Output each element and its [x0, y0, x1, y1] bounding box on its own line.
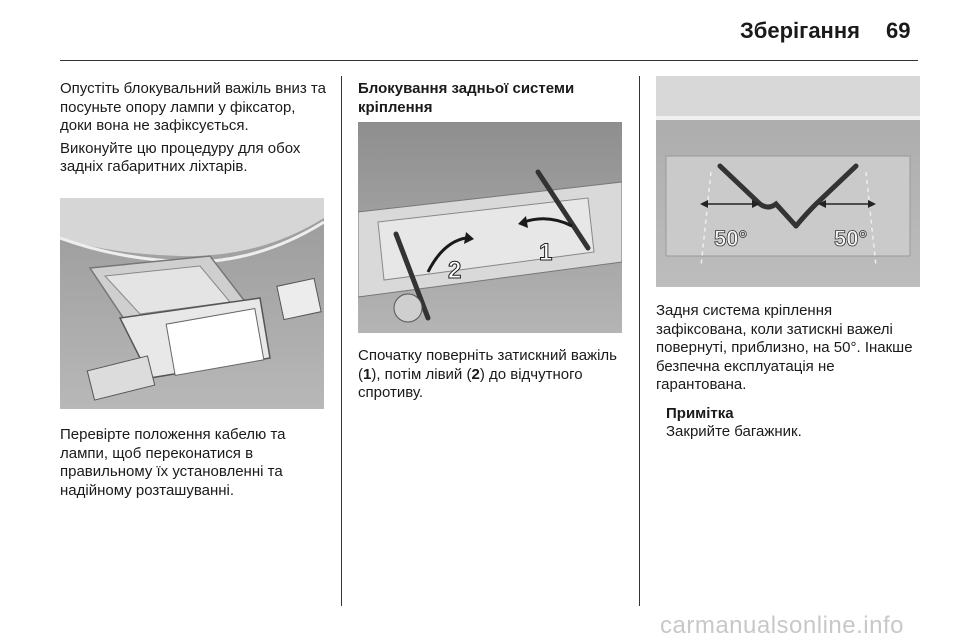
left-column-text-bottom — [60, 426, 330, 500]
instruction-paragraph: Опустіть блокувальний важіль вниз та посуньте опору лампи у фіксатор, доки вона не зафіксується. — [60, 80, 326, 134]
header-divider — [60, 60, 918, 61]
caption-text: ), потім лівий ( — [371, 365, 472, 383]
note-title: Примітка — [666, 404, 734, 422]
column-divider-left — [341, 76, 342, 606]
right-column-text — [656, 302, 926, 442]
note-block — [656, 405, 926, 442]
angle-label-right: 50° — [834, 226, 868, 251]
left-column-text-top — [60, 80, 330, 177]
caption-bold-1: 1 — [363, 365, 372, 383]
page-header-title: Зберігання — [740, 18, 860, 43]
middle-column-caption — [358, 347, 628, 403]
instruction-paragraph: Виконуйте цю процедуру для обох задніх габаритних ліхтарів. — [60, 139, 301, 175]
angle-label-left: 50° — [714, 226, 748, 251]
figure-callout-2: 2 — [448, 257, 462, 284]
watermark: carmanualsonline.info — [660, 612, 904, 639]
caption-bold-2: 2 — [471, 365, 480, 383]
caption-paragraph — [358, 347, 628, 403]
lamp-holder-figure — [60, 198, 324, 409]
figure-callout-1: 1 — [539, 239, 553, 266]
caption-text: ) до відчутного спротиву. — [358, 365, 583, 401]
clamp-levers-figure — [358, 122, 622, 333]
note-text: Закрийте багажник. — [666, 423, 802, 440]
locking-angle-figure — [656, 76, 920, 287]
column-divider-right — [639, 76, 640, 606]
section-heading: Блокування задньої системи кріплення — [358, 80, 575, 116]
page-number: 69 — [886, 18, 911, 43]
caption-text: Спочатку поверніть затискний важіль ( — [358, 347, 617, 383]
info-paragraph: Задня система кріплення зафіксована, коли затискні важелі повернуті, приблизно, на 50°. Інакше безпечна експлуатація не гарантована. — [656, 302, 913, 393]
instruction-paragraph: Перевірте положення кабелю та лампи, щоб переконатися в правильному їх установленні та надійному розташуванні. — [60, 426, 286, 499]
